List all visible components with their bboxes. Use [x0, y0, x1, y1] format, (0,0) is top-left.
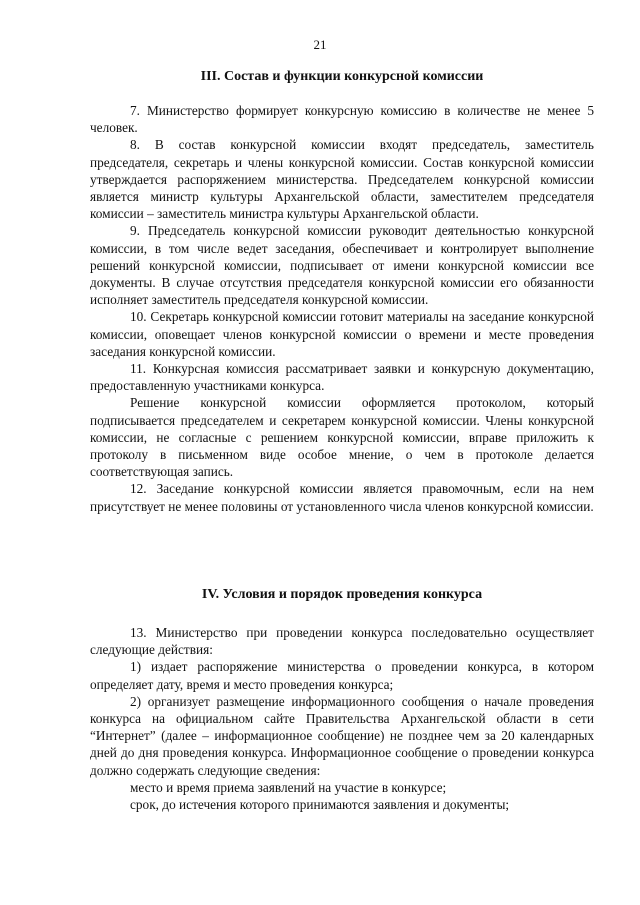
section-4-body [90, 624, 594, 813]
list-item-1: 1) издает распоряжение министерства о проведении конкурса, в котором определяет дату, время и место проведения конкурса; [90, 659, 594, 692]
section-3-body [90, 102, 594, 515]
section-3-heading: III. Состав и функции конкурсной комиссии [200, 69, 484, 84]
paragraph-13: 13. Министерство при проведении конкурса последовательно осуществляет следующие действия: [90, 625, 594, 658]
info-item-deadline: срок, до истечения которого принимаются заявления и документы; [130, 797, 510, 813]
page-number: 21 [313, 37, 327, 52]
paragraph-12: 12. Заседание конкурсной комиссии является правомочным, если на нем присутствует не менее половины от установленного числа членов конкурсной комиссии. [90, 481, 594, 514]
info-item-place-time: место и время приема заявлений на участие в конкурсе; [130, 779, 447, 795]
section-4-heading: IV. Условия и порядок проведения конкурса [201, 587, 483, 602]
paragraph-10: 10. Секретарь конкурсной комиссии готовит материалы на заседание конкурсной комиссии, оповещает членов конкурсной комиссии о времени и месте проведения заседания конкурсной комиссии. [90, 309, 594, 359]
paragraph-11: 11. Конкурсная комиссия рассматривает заявки и конкурсную документацию, предоставленную участниками конкурса. [90, 361, 594, 394]
paragraph-7: 7. Министерство формирует конкурсную комиссию в количестве не менее 5 человек. [90, 103, 594, 136]
paragraph-8: 8. В состав конкурсной комиссии входят председатель, заместитель председателя, секретарь и члены конкурсной комиссии. Состав конкурсной комиссии утверждается распоряжением министерства. Председателем конкурсной комиссии является министр культуры Архангельской области, заместителем председателя комиссии – заместитель министра культуры Архангельской области. [90, 137, 594, 222]
paragraph-11-decision: Решение конкурсной комиссии оформляется протоколом, который подписывается председателем и секретарем конкурсной комиссии. Члены конкурсной комиссии, не согласные с решением конкурсной комиссии, вправе приложить к протоколу в письменном виде особое мнение, о чем в протоколе делается соответствующая запись. [90, 395, 594, 480]
list-item-2: 2) организует размещение информационного сообщения о начале проведения конкурса на официальном сайте Правительства Архангельской области в сети “Интернет” (далее – информационное сообщение) не позднее чем за 20 календарных дней до дня проведения конкурса. Информационное сообщение о проведении конкурса должно содержать следующие сведения: [90, 693, 594, 778]
paragraph-9: 9. Председатель конкурсной комиссии руководит деятельностью конкурсной комиссии, в том числе ведет заседания, обеспечивает и контролирует выполнение решений конкурсной комиссии, подписывает от имени конкурсной комиссии все документы. В случае отсутствия председателя конкурсной комиссии его обязанности исполняет заместитель председателя конкурсной комиссии. [90, 223, 594, 308]
